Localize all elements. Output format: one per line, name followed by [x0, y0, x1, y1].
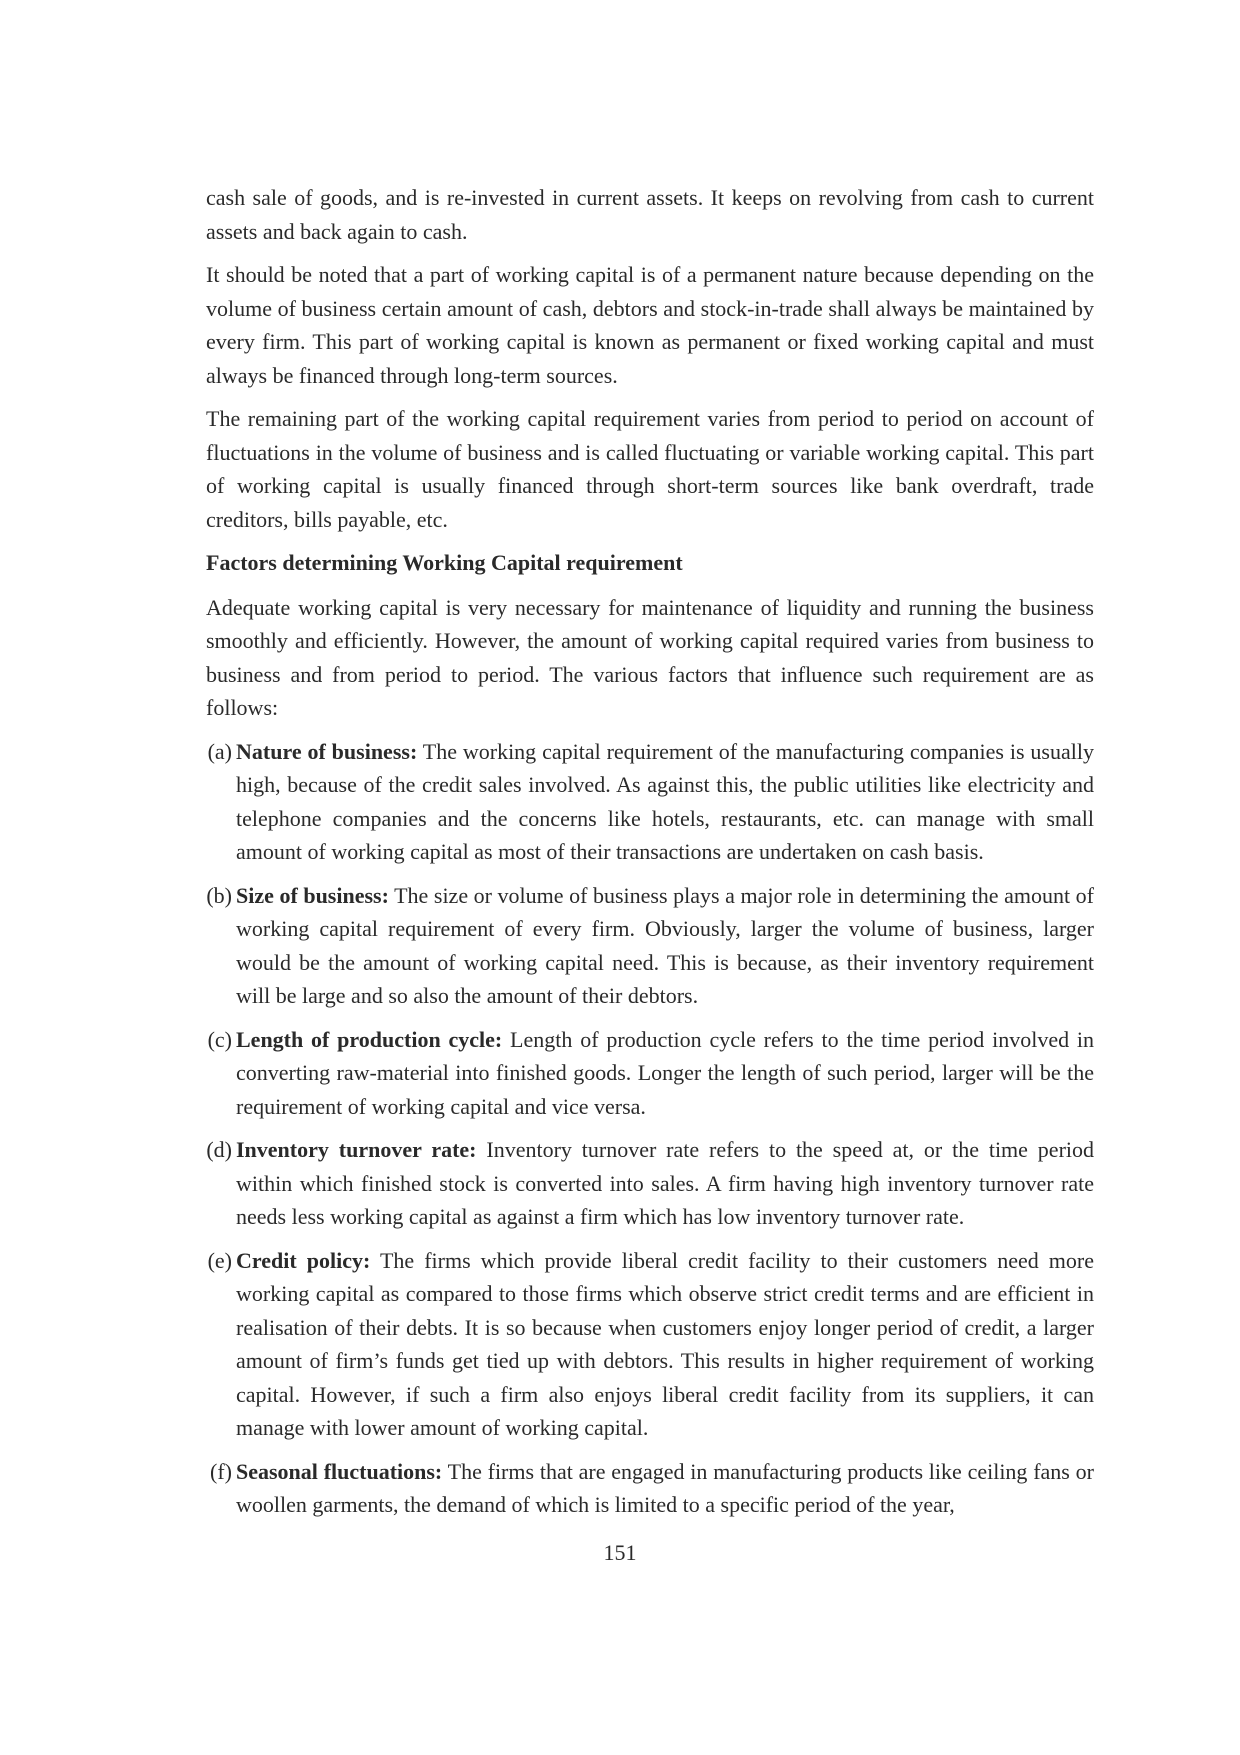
factor-marker: (b)	[206, 882, 232, 908]
paragraph-continuation: cash sale of goods, and is re-invested in current assets. It keeps on revolving from cash to current assets and back again to cash.	[206, 185, 1094, 244]
factor-title: Seasonal fluctuations:	[236, 1458, 443, 1484]
section-heading: Factors determining Working Capital requirement	[206, 550, 683, 575]
factor-text: The working capital requirement of the manufacturing companies is usually high, because of the credit sales involved. As against this, the public utilities like electricity and telephone companies and the concerns like hotels, restaurants, etc. can manage with small amount of working capital as most of their transactions are undertaken on cash basis.	[236, 738, 1094, 864]
factor-marker: (d)	[206, 1137, 232, 1162]
factor-title: Nature of business:	[236, 738, 418, 764]
factor-text: The size or volume of business plays a major role in determining the amount of working capital requirement of every firm. Obviously, larger the volume of business, larger would be the amount of working capital need. This is because, as their inventory requirement will be large and so also the amount of their debtors.	[236, 882, 1095, 1008]
factor-text: The firms that are engaged in manufacturing products like ceiling fans or woollen garments, the demand of which is limited to a specific period of the year,	[236, 1458, 1094, 1517]
factor-item-length-of-production-cycle	[206, 1023, 1094, 1124]
factor-item-seasonal-fluctuations	[206, 1455, 1094, 1522]
factor-title: Inventory turnover rate:	[236, 1137, 477, 1162]
factor-item-size-of-business	[206, 879, 1094, 1013]
paragraph-variable-working-capital: The remaining part of the working capital requirement varies from period to period on account of fluctuations in the volume of business and is called fluctuating or variable working capital. This part of working capital is usually financed through short-term sources like bank overdraft, trade creditors, bills payable, etc.	[206, 406, 1094, 532]
factor-item-nature-of-business	[206, 735, 1094, 869]
page-content	[206, 181, 1094, 1532]
factor-marker: (a)	[207, 738, 232, 764]
factor-marker: (f)	[210, 1458, 232, 1484]
section-intro: Adequate working capital is very necessary for maintenance of liquidity and running the business smoothly and efficiently. However, the amount of working capital required varies from business to business and from period to period. The various factors that influence such requirement are as follows:	[206, 594, 1094, 720]
factor-text: The firms which provide liberal credit facility to their customers need more working capital as compared to those firms which observe strict credit terms and are efficient in realisation of their debts. It is so because when customers enjoy longer period of credit, a larger amount of firm’s funds get tied up with debtors. This results in higher requirement of working capital. However, if such a firm also enjoys liberal credit facility from its suppliers, it can manage with lower amount of working capital.	[236, 1247, 1094, 1440]
factor-text: Inventory turnover rate refers to the speed at, or the time period within which finished stock is converted into sales. A firm having high inventory turnover rate needs less working capital as against a firm which has low inventory turnover rate.	[236, 1137, 1095, 1229]
factor-title: Credit policy:	[236, 1247, 371, 1273]
factor-marker: (c)	[207, 1026, 232, 1052]
paragraph-permanent-working-capital: It should be noted that a part of working capital is of a permanent nature because depending on the volume of business certain amount of cash, debtors and stock-in-trade shall always be maintained by every firm. This part of working capital is known as permanent or fixed working capital and must always be financed through long-term sources.	[206, 262, 1094, 388]
factor-text: Length of production cycle refers to the time period involved in converting raw-material into finished goods. Longer the length of such period, larger will be the requirement of working capital and vice versa.	[236, 1026, 1095, 1119]
page-number: 151	[603, 1540, 637, 1565]
factor-marker: (e)	[207, 1247, 232, 1273]
factor-title: Length of production cycle:	[236, 1026, 503, 1052]
factor-item-credit-policy	[206, 1244, 1094, 1445]
factor-item-inventory-turnover-rate	[206, 1133, 1094, 1234]
factor-title: Size of business:	[236, 882, 389, 908]
factors-list	[206, 735, 1094, 1522]
